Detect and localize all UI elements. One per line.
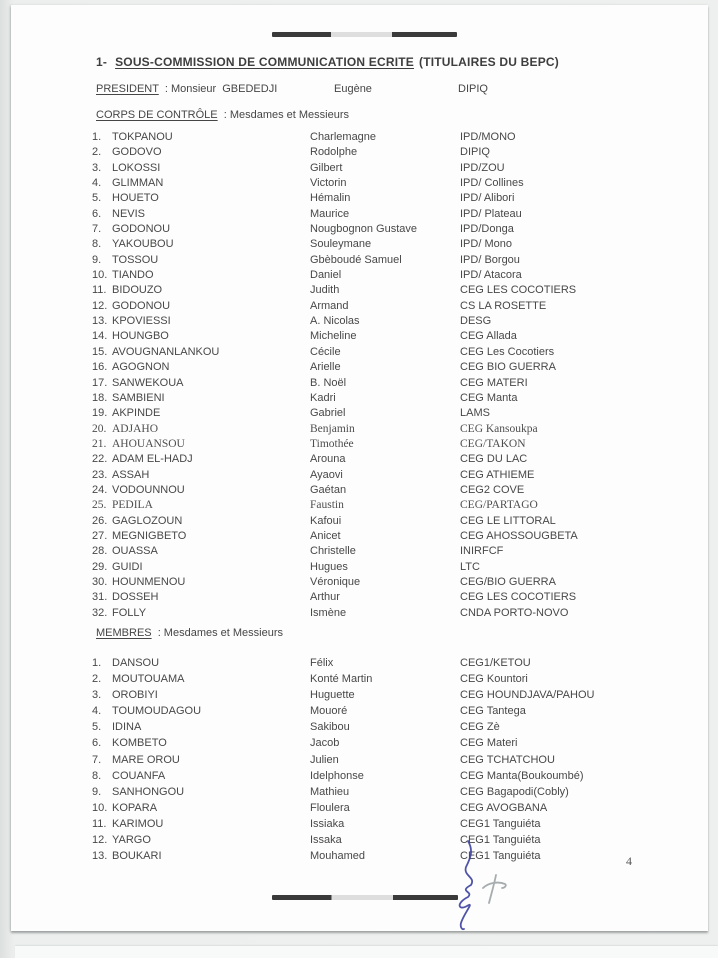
first-name: Ismène (310, 606, 347, 619)
first-name: Véronique (310, 575, 361, 588)
last-name: GODOVO (112, 146, 162, 159)
row-number: 3. (92, 689, 102, 702)
last-name: HOUNGBO (112, 330, 169, 343)
table-row (92, 529, 692, 544)
first-name: Jacob (310, 737, 340, 750)
page-number: 4 (626, 854, 632, 868)
table-row (92, 176, 692, 191)
last-name: TIANDO (112, 269, 154, 282)
table-row (92, 575, 692, 590)
table-row (92, 544, 692, 559)
row-number: 6. (92, 737, 102, 750)
table-row (92, 768, 692, 784)
last-name: HOUETO (112, 192, 159, 205)
last-name: GUIDI (112, 560, 143, 573)
structure-name: CEG/PARTAGO (460, 499, 538, 512)
first-name: Anicet (310, 529, 341, 542)
first-name: Arouna (310, 453, 346, 466)
last-name: AVOUGNANLANKOU (112, 345, 220, 358)
structure-name: CEG Les Cocotiers (460, 345, 555, 358)
last-name: KARIMOU (112, 817, 164, 830)
row-number: 9. (92, 253, 102, 266)
row-number: 7. (92, 753, 102, 766)
structure-name: CEG/BIO GUERRA (460, 575, 556, 588)
table-row (92, 237, 692, 252)
row-number: 4. (92, 705, 102, 718)
row-number: 24. (92, 483, 108, 496)
corps-de-controle-header (96, 109, 656, 121)
structure-name: CEG AHOSSOUGBETA (460, 529, 578, 542)
table-row (92, 483, 692, 498)
first-name: Charlemagne (310, 131, 377, 143)
first-name: Gilbert (310, 161, 343, 174)
table-row (92, 191, 692, 206)
row-number: 10. (92, 801, 108, 814)
president-line (96, 83, 656, 95)
row-number: 9. (92, 785, 102, 798)
structure-name: IPD/ Borgou (460, 253, 520, 266)
last-name: ADJAHO (112, 422, 158, 435)
structure-name: IPD/ Atacora (460, 269, 522, 282)
first-name: Gbèboudé Samuel (310, 253, 402, 266)
row-number: 25. (92, 499, 107, 512)
last-name: HOUNMENOU (112, 575, 186, 588)
row-number: 8. (92, 238, 102, 251)
structure-name: CEG Bagapodi(Cobly) (460, 785, 569, 798)
first-name: Gabriel (310, 407, 346, 420)
row-number: 16. (92, 361, 108, 374)
row-number: 7. (92, 223, 102, 236)
structure-name: CEG LES COCOTIERS (460, 591, 577, 604)
last-name: DOSSEH (112, 591, 159, 604)
table-row (92, 719, 692, 735)
row-number: 22. (92, 453, 108, 466)
table-row (92, 671, 692, 687)
first-name: Issaka (310, 834, 342, 847)
last-name: BIDOUZO (112, 284, 163, 297)
last-name: AGOGNON (112, 361, 170, 374)
row-number: 30. (92, 575, 108, 588)
first-name: Mouoré (310, 705, 348, 718)
first-name: Souleymane (310, 238, 372, 251)
last-name: MEGNIGBETO (112, 529, 187, 542)
table-row (92, 299, 692, 314)
last-name: TOKPANOU (112, 131, 173, 143)
row-number: 11. (92, 817, 107, 830)
membres-header (96, 627, 656, 639)
row-number: 28. (92, 545, 108, 558)
table-row (92, 452, 692, 467)
structure-name: CEG ATHIEME (460, 468, 535, 481)
row-number: 29. (92, 560, 108, 573)
row-number: 3. (92, 161, 102, 174)
row-number: 31. (92, 591, 108, 604)
structure-name: CEG HOUNDJAVA/PAHOU (460, 689, 595, 702)
row-number: 15. (92, 345, 108, 358)
first-name: Julien (310, 753, 339, 766)
first-name: Hugues (310, 560, 348, 573)
first-name: Mathieu (310, 785, 350, 798)
table-row (92, 222, 692, 237)
last-name: GLIMMAN (112, 177, 164, 190)
first-name: Konté Martin (310, 673, 373, 686)
first-name: Arthur (310, 591, 340, 604)
last-name: OROBIYI (112, 689, 158, 702)
first-name: Victorin (310, 177, 347, 190)
first-name: Kafoui (310, 514, 342, 527)
structure-name: IPD/ Plateau (460, 207, 522, 220)
row-number: 17. (92, 376, 108, 389)
first-name: Gaétan (310, 483, 347, 496)
first-name: Micheline (310, 330, 357, 343)
row-number: 1. (92, 131, 102, 143)
structure-name: CEG Kansoukpa (460, 422, 538, 435)
structure-name: CEG Allada (460, 330, 517, 343)
first-name: Nougbognon Gustave (310, 223, 418, 236)
structure-name: CEG1/KETOU (460, 657, 531, 669)
first-name: Félix (310, 657, 334, 669)
row-number: 12. (92, 834, 108, 847)
last-name: KOPARA (112, 801, 158, 814)
table-row (92, 130, 692, 145)
structure-name: CEG1 Tanguiéta (460, 834, 541, 847)
structure-name: CEG LE LITTORAL (460, 514, 556, 527)
structure-name: IPD/Donga (460, 223, 514, 236)
president-civility: : Monsieur (164, 83, 217, 95)
title-index: 1- (96, 55, 108, 69)
table-row (92, 800, 692, 816)
table-row (92, 145, 692, 160)
table-row (92, 283, 692, 298)
row-number: 21. (92, 437, 107, 450)
first-name: Benjamin (310, 422, 355, 435)
binding-mark-top (272, 32, 457, 37)
first-name: Daniel (310, 269, 342, 282)
structure-name: IPD/ Collines (460, 177, 524, 190)
last-name: GAGLOZOUN (112, 514, 183, 527)
binding-mark-bottom (272, 895, 458, 900)
structure-name: CEG Kountori (460, 673, 528, 686)
table-row (92, 832, 692, 848)
row-number: 2. (92, 146, 102, 159)
table-row (92, 655, 692, 671)
table-row (92, 314, 692, 329)
table-row (92, 253, 692, 268)
table-row (92, 816, 692, 832)
last-name: ASSAH (112, 468, 150, 481)
first-name: Maurice (310, 207, 350, 220)
handwritten-cross-mark (483, 875, 506, 903)
structure-name: CEG Materi (460, 737, 518, 750)
last-name: SAMBIENI (112, 391, 165, 404)
corps-header-label: CORPS DE CONTRÔLE (96, 109, 218, 121)
table-row (92, 161, 692, 176)
structure-name: LAMS (460, 407, 490, 420)
first-name: Arielle (310, 361, 341, 374)
table-row (92, 687, 692, 703)
structure-name: CS LA ROSETTE (460, 299, 547, 312)
structure-name: CEG Manta(Boukoumbé) (460, 769, 584, 782)
table-row (92, 606, 692, 621)
table-row (92, 560, 692, 575)
table-row (92, 590, 692, 605)
last-name: DANSOU (112, 657, 160, 669)
last-name: MARE OROU (112, 753, 180, 766)
structure-name: IPD/ Mono (460, 238, 512, 251)
table-row (92, 437, 692, 452)
table-row (92, 468, 692, 483)
row-number: 10. (92, 269, 108, 282)
last-name: VODOUNNOU (112, 483, 185, 496)
table-row (92, 498, 692, 513)
last-name: KPOVIESSI (112, 315, 171, 328)
row-number: 8. (92, 769, 102, 782)
table-row (92, 391, 692, 406)
structure-name: IPD/ Alibori (460, 192, 515, 205)
table-row (92, 345, 692, 360)
first-name: Huguette (310, 689, 355, 702)
last-name: NEVIS (112, 207, 146, 220)
table-row (92, 422, 692, 437)
membres-header-suffix: : Mesdames et Messieurs (157, 627, 284, 639)
structure-name: DESG (460, 315, 492, 328)
structure-name: CEG DU LAC (460, 453, 528, 466)
last-name: COUANFA (112, 769, 166, 782)
row-number: 11. (92, 284, 107, 297)
first-name: Kadri (310, 391, 336, 404)
president-last-name: GBEDEDJI (222, 83, 278, 95)
last-name: MOUTOUAMA (112, 673, 185, 686)
table-row (92, 268, 692, 283)
first-name: Hémalin (310, 192, 351, 205)
table-row (92, 752, 692, 768)
structure-name: CEG Tantega (460, 705, 526, 718)
last-name: PEDILA (112, 499, 153, 512)
row-number: 20. (92, 422, 107, 435)
first-name: Ayaovi (310, 468, 343, 481)
row-number: 2. (92, 673, 102, 686)
last-name: LOKOSSI (112, 161, 161, 174)
title-suffix: (TITULAIRES DU BEPC) (419, 55, 559, 69)
table-row (92, 784, 692, 800)
last-name: TOSSOU (112, 253, 159, 266)
first-name: Timothée (310, 437, 354, 450)
row-number: 23. (92, 468, 108, 481)
first-name: Faustin (310, 499, 344, 512)
structure-name: IPD/MONO (460, 131, 516, 143)
structure-name: DIPIQ (460, 146, 490, 159)
last-name: TOUMOUDAGOU (112, 705, 202, 718)
row-number: 26. (92, 514, 108, 527)
row-number: 14. (92, 330, 108, 343)
table-row (92, 329, 692, 344)
structure-name: CNDA PORTO-NOVO (460, 606, 569, 619)
structure-name: CEG AVOGBANA (460, 801, 548, 814)
row-number: 13. (92, 315, 108, 328)
row-number: 4. (92, 177, 102, 190)
table-row (92, 360, 692, 375)
table-row (92, 406, 692, 421)
structure-name: INIRFCF (460, 545, 504, 558)
table-row (92, 848, 692, 864)
first-name: Rodolphe (310, 146, 358, 159)
row-number: 12. (92, 299, 108, 312)
row-number: 18. (92, 391, 108, 404)
structure-name: CEG MATERI (460, 376, 528, 389)
structure-name: CEG2 COVE (460, 483, 525, 496)
title-underlined-text: SOUS-COMMISSION DE COMMUNICATION ECRITE (115, 55, 414, 69)
document-page (11, 5, 708, 931)
last-name: AKPINDE (112, 407, 161, 420)
last-name: KOMBETO (112, 737, 167, 750)
page-title (96, 55, 559, 69)
row-number: 1. (92, 657, 102, 669)
structure-name: IPD/ZOU (460, 161, 505, 174)
membres-header-label: MEMBRES (96, 627, 152, 639)
first-name: B. Noël (310, 376, 347, 389)
table-row (92, 514, 692, 529)
president-structure: DIPIQ (458, 83, 488, 95)
last-name: GODONOU (112, 223, 171, 236)
row-number: 5. (92, 721, 102, 734)
row-number: 19. (92, 407, 108, 420)
structure-name: CEG LES COCOTIERS (460, 284, 577, 297)
last-name: SANWEKOUA (112, 376, 184, 389)
row-number: 27. (92, 529, 108, 542)
first-name: Armand (310, 299, 349, 312)
membres-list (92, 655, 692, 864)
handwritten-ink-marks (444, 839, 516, 933)
last-name: SANHONGOU (112, 785, 185, 798)
row-number: 5. (92, 192, 102, 205)
first-name: Mouhamed (310, 850, 366, 863)
row-number: 13. (92, 850, 108, 863)
table-row (92, 207, 692, 222)
structure-name: CEG Zè (460, 721, 500, 734)
last-name: BOUKARI (112, 850, 162, 863)
table-row (92, 376, 692, 391)
last-name: YARGO (112, 834, 151, 847)
last-name: ADAM EL-HADJ (112, 453, 193, 466)
row-number: 6. (92, 207, 102, 220)
last-name: FOLLY (112, 606, 147, 619)
first-name: Cécile (310, 345, 341, 358)
structure-name: CEG BIO GUERRA (460, 361, 556, 374)
first-name: Judith (310, 284, 340, 297)
first-name: Idelphonse (310, 769, 364, 782)
last-name: GODONOU (112, 299, 171, 312)
first-name: Floulera (310, 801, 350, 814)
structure-name: CEG1 Tanguiéta (460, 817, 541, 830)
next-page-edge (15, 946, 718, 958)
corps-header-suffix: : Mesdames et Messieurs (223, 109, 350, 121)
structure-name: LTC (460, 560, 480, 573)
structure-name: CEG/TAKON (460, 437, 526, 450)
table-row (92, 735, 692, 751)
president-first-name: Eugène (334, 83, 372, 95)
last-name: OUASSA (112, 545, 158, 558)
last-name: IDINA (112, 721, 142, 734)
structure-name: CEG1 Tanguiéta (460, 850, 541, 863)
structure-name: CEG TCHATCHOU (460, 753, 555, 766)
first-name: Sakibou (310, 721, 350, 734)
president-label: PRESIDENT (96, 83, 159, 95)
last-name: YAKOUBOU (112, 238, 174, 251)
handwritten-signature (460, 841, 473, 929)
first-name: Issiaka (310, 817, 345, 830)
structure-name: CEG Manta (460, 391, 518, 404)
last-name: AHOUANSOU (112, 437, 185, 450)
first-name: A. Nicolas (310, 315, 360, 328)
corps-list (92, 130, 692, 621)
first-name: Christelle (310, 545, 356, 558)
row-number: 32. (92, 606, 108, 619)
table-row (92, 703, 692, 719)
